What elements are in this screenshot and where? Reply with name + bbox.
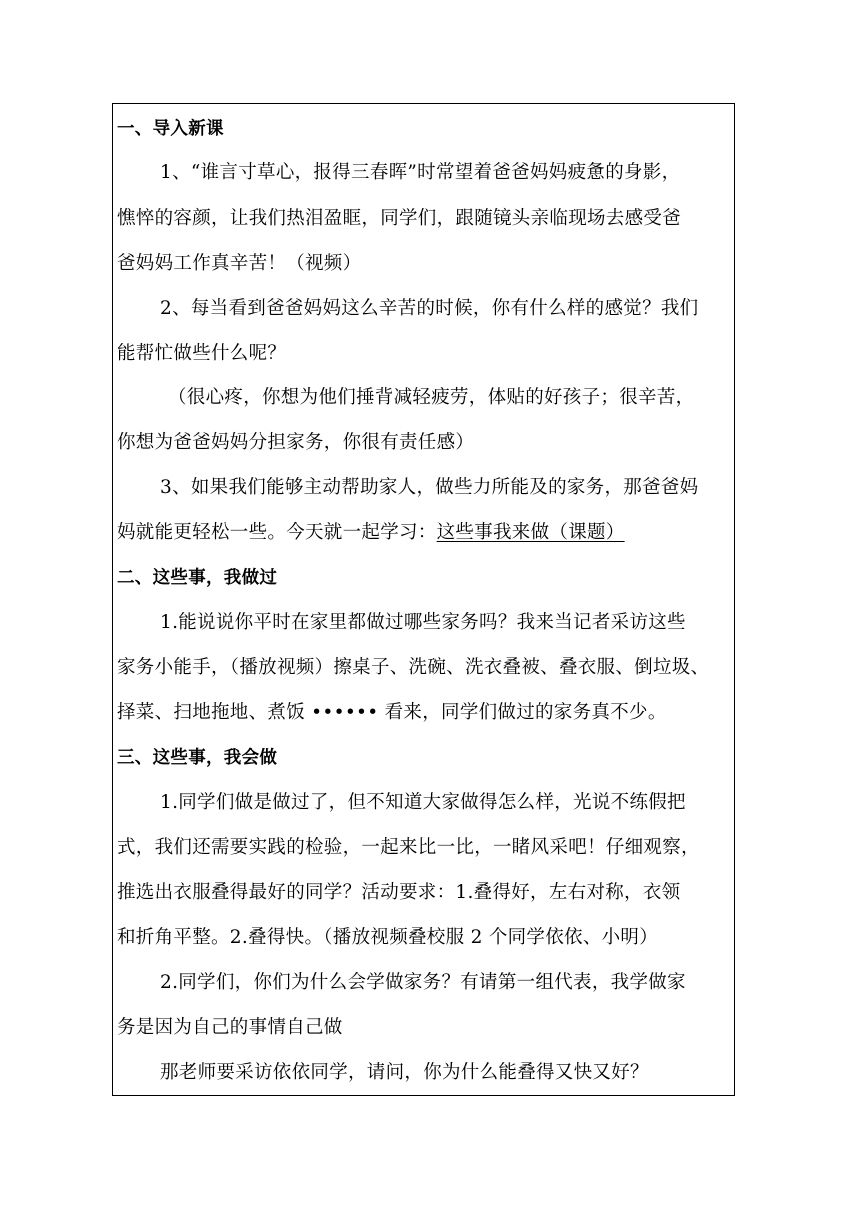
paragraph-line: 你想为爸爸妈妈分担家务，你很有责任感） — [117, 432, 475, 453]
section-heading-intro: 一、导入新课 — [117, 119, 224, 139]
paragraph-line: 3、如果我们能够主动帮助家人，做些力所能及的家务，那爸爸妈 — [160, 477, 699, 498]
paragraph-line: 推选出衣服叠得最好的同学？活动要求：1.叠得好，左右对称，衣领 — [117, 882, 681, 903]
paragraph-line — [117, 521, 625, 545]
section-heading-done-before: 二、这些事，我做过 — [117, 568, 278, 588]
paragraph-line: 憔悴的容颜，让我们热泪盈眶，同学们，跟随镜头亲临现场去感受爸 — [117, 208, 682, 229]
paragraph-line: 2、每当看到爸爸妈妈这么辛苦的时候，你有什么样的感觉？我们 — [160, 298, 699, 319]
paragraph-line: 2.同学们，你们为什么会学做家务？有请第一组代表，我学做家 — [160, 972, 686, 993]
paragraph-line: 1.能说说你平时在家里都做过哪些家务吗？我来当记者采访这些 — [160, 612, 686, 633]
paragraph-text: 妈就能更轻松一些。今天就一起学习： — [117, 522, 437, 543]
paragraph-line: 家务小能手，（播放视频）擦桌子、洗碗、洗衣叠被、叠衣服、倒垃圾、 — [117, 657, 710, 678]
section-heading-can-do: 三、这些事，我会做 — [117, 748, 278, 768]
paragraph-line: 务是因为自己的事情自己做 — [117, 1017, 343, 1038]
paragraph-line: 1、“谁言寸草心，报得三春晖”时常望着爸爸妈妈疲惫的身影， — [160, 162, 681, 183]
paragraph-line: 能帮忙做些什么呢？ — [117, 343, 287, 364]
paragraph-line: （很心疼，你想为他们捶背减轻疲劳，体贴的好孩子；很辛苦， — [168, 387, 695, 408]
paragraph-line: 1.同学们做是做过了，但不知道大家做得怎么样，光说不练假把 — [160, 792, 686, 813]
paragraph-line: 择菜、扫地拖地、煮饭 •••••• 看来，同学们做过的家务真不少。 — [117, 702, 667, 723]
lesson-topic-title: 这些事我来做（课题） — [436, 522, 625, 543]
paragraph-line: 和折角平整。2.叠得快。（播放视频叠校服 2 个同学依依、小明） — [117, 927, 659, 948]
paragraph-line: 爸妈妈工作真辛苦！（视频） — [117, 253, 362, 274]
paragraph-line: 式，我们还需要实践的检验，一起来比一比，一睹风采吧！仔细观察， — [117, 837, 700, 858]
paragraph-line: 那老师要采访依依同学，请问，你为什么能叠得又快又好？ — [160, 1062, 649, 1083]
